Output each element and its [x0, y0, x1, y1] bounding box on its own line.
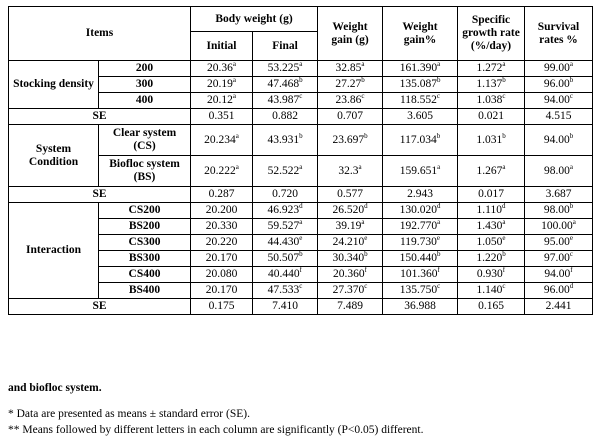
- cell-weight-gain-pct: 36.988: [383, 299, 458, 315]
- cell-initial: 0.351: [191, 109, 253, 125]
- cell-weight-gain-pct: 119.730e: [383, 235, 458, 251]
- cell-sgr: 1.430$^a$: [458, 219, 525, 235]
- cell-survival: 94.00$^c$: [525, 93, 593, 109]
- cell-final: 50.507$^b$: [253, 251, 318, 267]
- cell-final: 0.720: [253, 187, 318, 203]
- cell-survival: 4.515: [525, 109, 593, 125]
- cell-initial: 20.170: [191, 283, 253, 299]
- cell-sgr: 1.267$^a$: [458, 156, 525, 187]
- cell-weight-gain: 27.27$^b$: [318, 77, 383, 93]
- cell-final: 43.987$^c$: [253, 93, 318, 109]
- header-items: Items: [9, 7, 191, 61]
- cell-survival: 97.00$^c$: [525, 251, 593, 267]
- cell-final: 43.931$^b$: [253, 125, 318, 156]
- row-label: Biofloc system (BS): [99, 156, 191, 187]
- table-row: [9, 61, 593, 77]
- cell-sgr: 0.165: [458, 299, 525, 315]
- row-label: Clear system (CS): [99, 125, 191, 156]
- header-weight-gain-pct: Weight gain%: [383, 7, 458, 61]
- cell-sgr: 0.021: [458, 109, 525, 125]
- cell-weight-gain: 26.520$^d$: [318, 203, 383, 219]
- cell-initial: 20.222$^a$: [191, 156, 253, 187]
- cell-initial: 20.234$^a$: [191, 125, 253, 156]
- cell-survival: 100.00$^a$: [525, 219, 593, 235]
- cell-sgr: 1.038$^c$: [458, 93, 525, 109]
- results-table: [8, 6, 593, 315]
- row-label: 200: [99, 61, 191, 77]
- header-final: Final: [253, 32, 318, 61]
- cell-weight-gain: 23.697$^b$: [318, 125, 383, 156]
- cell-weight-gain-pct: 135.087$^b$: [383, 77, 458, 93]
- header-row-1: [9, 7, 593, 32]
- cell-final: 47.533$^c$: [253, 283, 318, 299]
- cell-initial: 0.175: [191, 299, 253, 315]
- cell-weight-gain-pct: 161.390$^a$: [383, 61, 458, 77]
- cell-sgr: 1.050e: [458, 235, 525, 251]
- caption-tail: and biofloc system.: [8, 382, 102, 394]
- cell-survival: 96.00$^b$: [525, 77, 593, 93]
- cell-weight-gain-pct: 117.034$^b$: [383, 125, 458, 156]
- cell-weight-gain-pct: 2.943: [383, 187, 458, 203]
- header-initial: Initial: [191, 32, 253, 61]
- row-label: 300: [99, 77, 191, 93]
- cell-survival: 3.687: [525, 187, 593, 203]
- cell-weight-gain-pct: 3.605: [383, 109, 458, 125]
- se-label: SE: [9, 109, 191, 125]
- cell-sgr: 1.140$^c$: [458, 283, 525, 299]
- se-label: SE: [9, 187, 191, 203]
- group-system-condition: System Condition: [9, 125, 99, 187]
- cell-weight-gain: 30.340$^b$: [318, 251, 383, 267]
- cell-weight-gain-pct: 130.020$^d$: [383, 203, 458, 219]
- cell-weight-gain: 27.370$^c$: [318, 283, 383, 299]
- cell-initial: 20.200: [191, 203, 253, 219]
- cell-initial: 20.12$^a$: [191, 93, 253, 109]
- header-weight-gain-g: Weight gain (g): [318, 7, 383, 61]
- cell-weight-gain: 23.86$^c$: [318, 93, 383, 109]
- cell-weight-gain-pct: 159.651$^a$: [383, 156, 458, 187]
- cell-weight-gain: 7.489: [318, 299, 383, 315]
- cell-sgr: 1.110$^d$: [458, 203, 525, 219]
- cell-final: 40.440$^f$: [253, 267, 318, 283]
- cell-sgr: 0.017: [458, 187, 525, 203]
- cell-weight-gain-pct: 101.360$^f$: [383, 267, 458, 283]
- cell-sgr: 1.137$^b$: [458, 77, 525, 93]
- cell-survival: 2.441: [525, 299, 593, 315]
- row-label: BS200: [99, 219, 191, 235]
- cell-survival: 95.00e: [525, 235, 593, 251]
- footnote-2: ** Means followed by different letters in each column are significantly (P<0.05) different.: [8, 424, 424, 436]
- header-body-weight: Body weight (g): [191, 7, 318, 32]
- cell-weight-gain: 39.19$^a$: [318, 219, 383, 235]
- row-label: 400: [99, 93, 191, 109]
- cell-weight-gain: 0.577: [318, 187, 383, 203]
- cell-sgr: 0.930$^f$: [458, 267, 525, 283]
- cell-initial: 20.080: [191, 267, 253, 283]
- cell-initial: 20.19$^a$: [191, 77, 253, 93]
- cell-initial: 20.330: [191, 219, 253, 235]
- cell-survival: 96.00$^d$: [525, 283, 593, 299]
- cell-survival: 98.00$^a$: [525, 156, 593, 187]
- cell-final: 59.527$^a$: [253, 219, 318, 235]
- cell-weight-gain-pct: 150.440$^b$: [383, 251, 458, 267]
- cell-sgr: 1.220$^b$: [458, 251, 525, 267]
- cell-final: 52.522$^a$: [253, 156, 318, 187]
- table-row: [9, 125, 593, 156]
- cell-final: 46.923$^d$: [253, 203, 318, 219]
- group-interaction: Interaction: [9, 203, 99, 299]
- cell-survival: 99.00$^a$: [525, 61, 593, 77]
- cell-survival: 94.00$^b$: [525, 125, 593, 156]
- se-row: [9, 109, 593, 125]
- row-label: CS300: [99, 235, 191, 251]
- cell-weight-gain: 0.707: [318, 109, 383, 125]
- se-row: [9, 299, 593, 315]
- cell-sgr: 1.272$^a$: [458, 61, 525, 77]
- group-stocking-density: Stocking density: [9, 61, 99, 109]
- se-row: [9, 187, 593, 203]
- cell-initial: 0.287: [191, 187, 253, 203]
- row-label: CS200: [99, 203, 191, 219]
- cell-weight-gain-pct: 118.552$^c$: [383, 93, 458, 109]
- cell-final: 47.468$^b$: [253, 77, 318, 93]
- row-label: BS300: [99, 251, 191, 267]
- cell-sgr: 1.031$^b$: [458, 125, 525, 156]
- table-row: [9, 203, 593, 219]
- cell-final: 7.410: [253, 299, 318, 315]
- cell-weight-gain-pct: 135.750$^c$: [383, 283, 458, 299]
- cell-weight-gain: 20.360$^f$: [318, 267, 383, 283]
- cell-weight-gain: 32.3$^a$: [318, 156, 383, 187]
- cell-weight-gain: 32.85$^a$: [318, 61, 383, 77]
- row-label: CS400: [99, 267, 191, 283]
- cell-initial: 20.36$^a$: [191, 61, 253, 77]
- cell-final: 53.225$^a$: [253, 61, 318, 77]
- cell-final: 44.430e: [253, 235, 318, 251]
- footnote-1: * Data are presented as means ± standard error (SE).: [8, 408, 250, 420]
- cell-initial: 20.170: [191, 251, 253, 267]
- cell-survival: 98.00$^b$: [525, 203, 593, 219]
- se-label: SE: [9, 299, 191, 315]
- cell-final: 0.882: [253, 109, 318, 125]
- row-label: BS400: [99, 283, 191, 299]
- cell-initial: 20.220: [191, 235, 253, 251]
- header-sgr: Specific growth rate (%/day): [458, 7, 525, 61]
- header-survival: Survival rates %: [525, 7, 593, 61]
- cell-survival: 94.00$^f$: [525, 267, 593, 283]
- cell-weight-gain: 24.210e: [318, 235, 383, 251]
- cell-weight-gain-pct: 192.770$^a$: [383, 219, 458, 235]
